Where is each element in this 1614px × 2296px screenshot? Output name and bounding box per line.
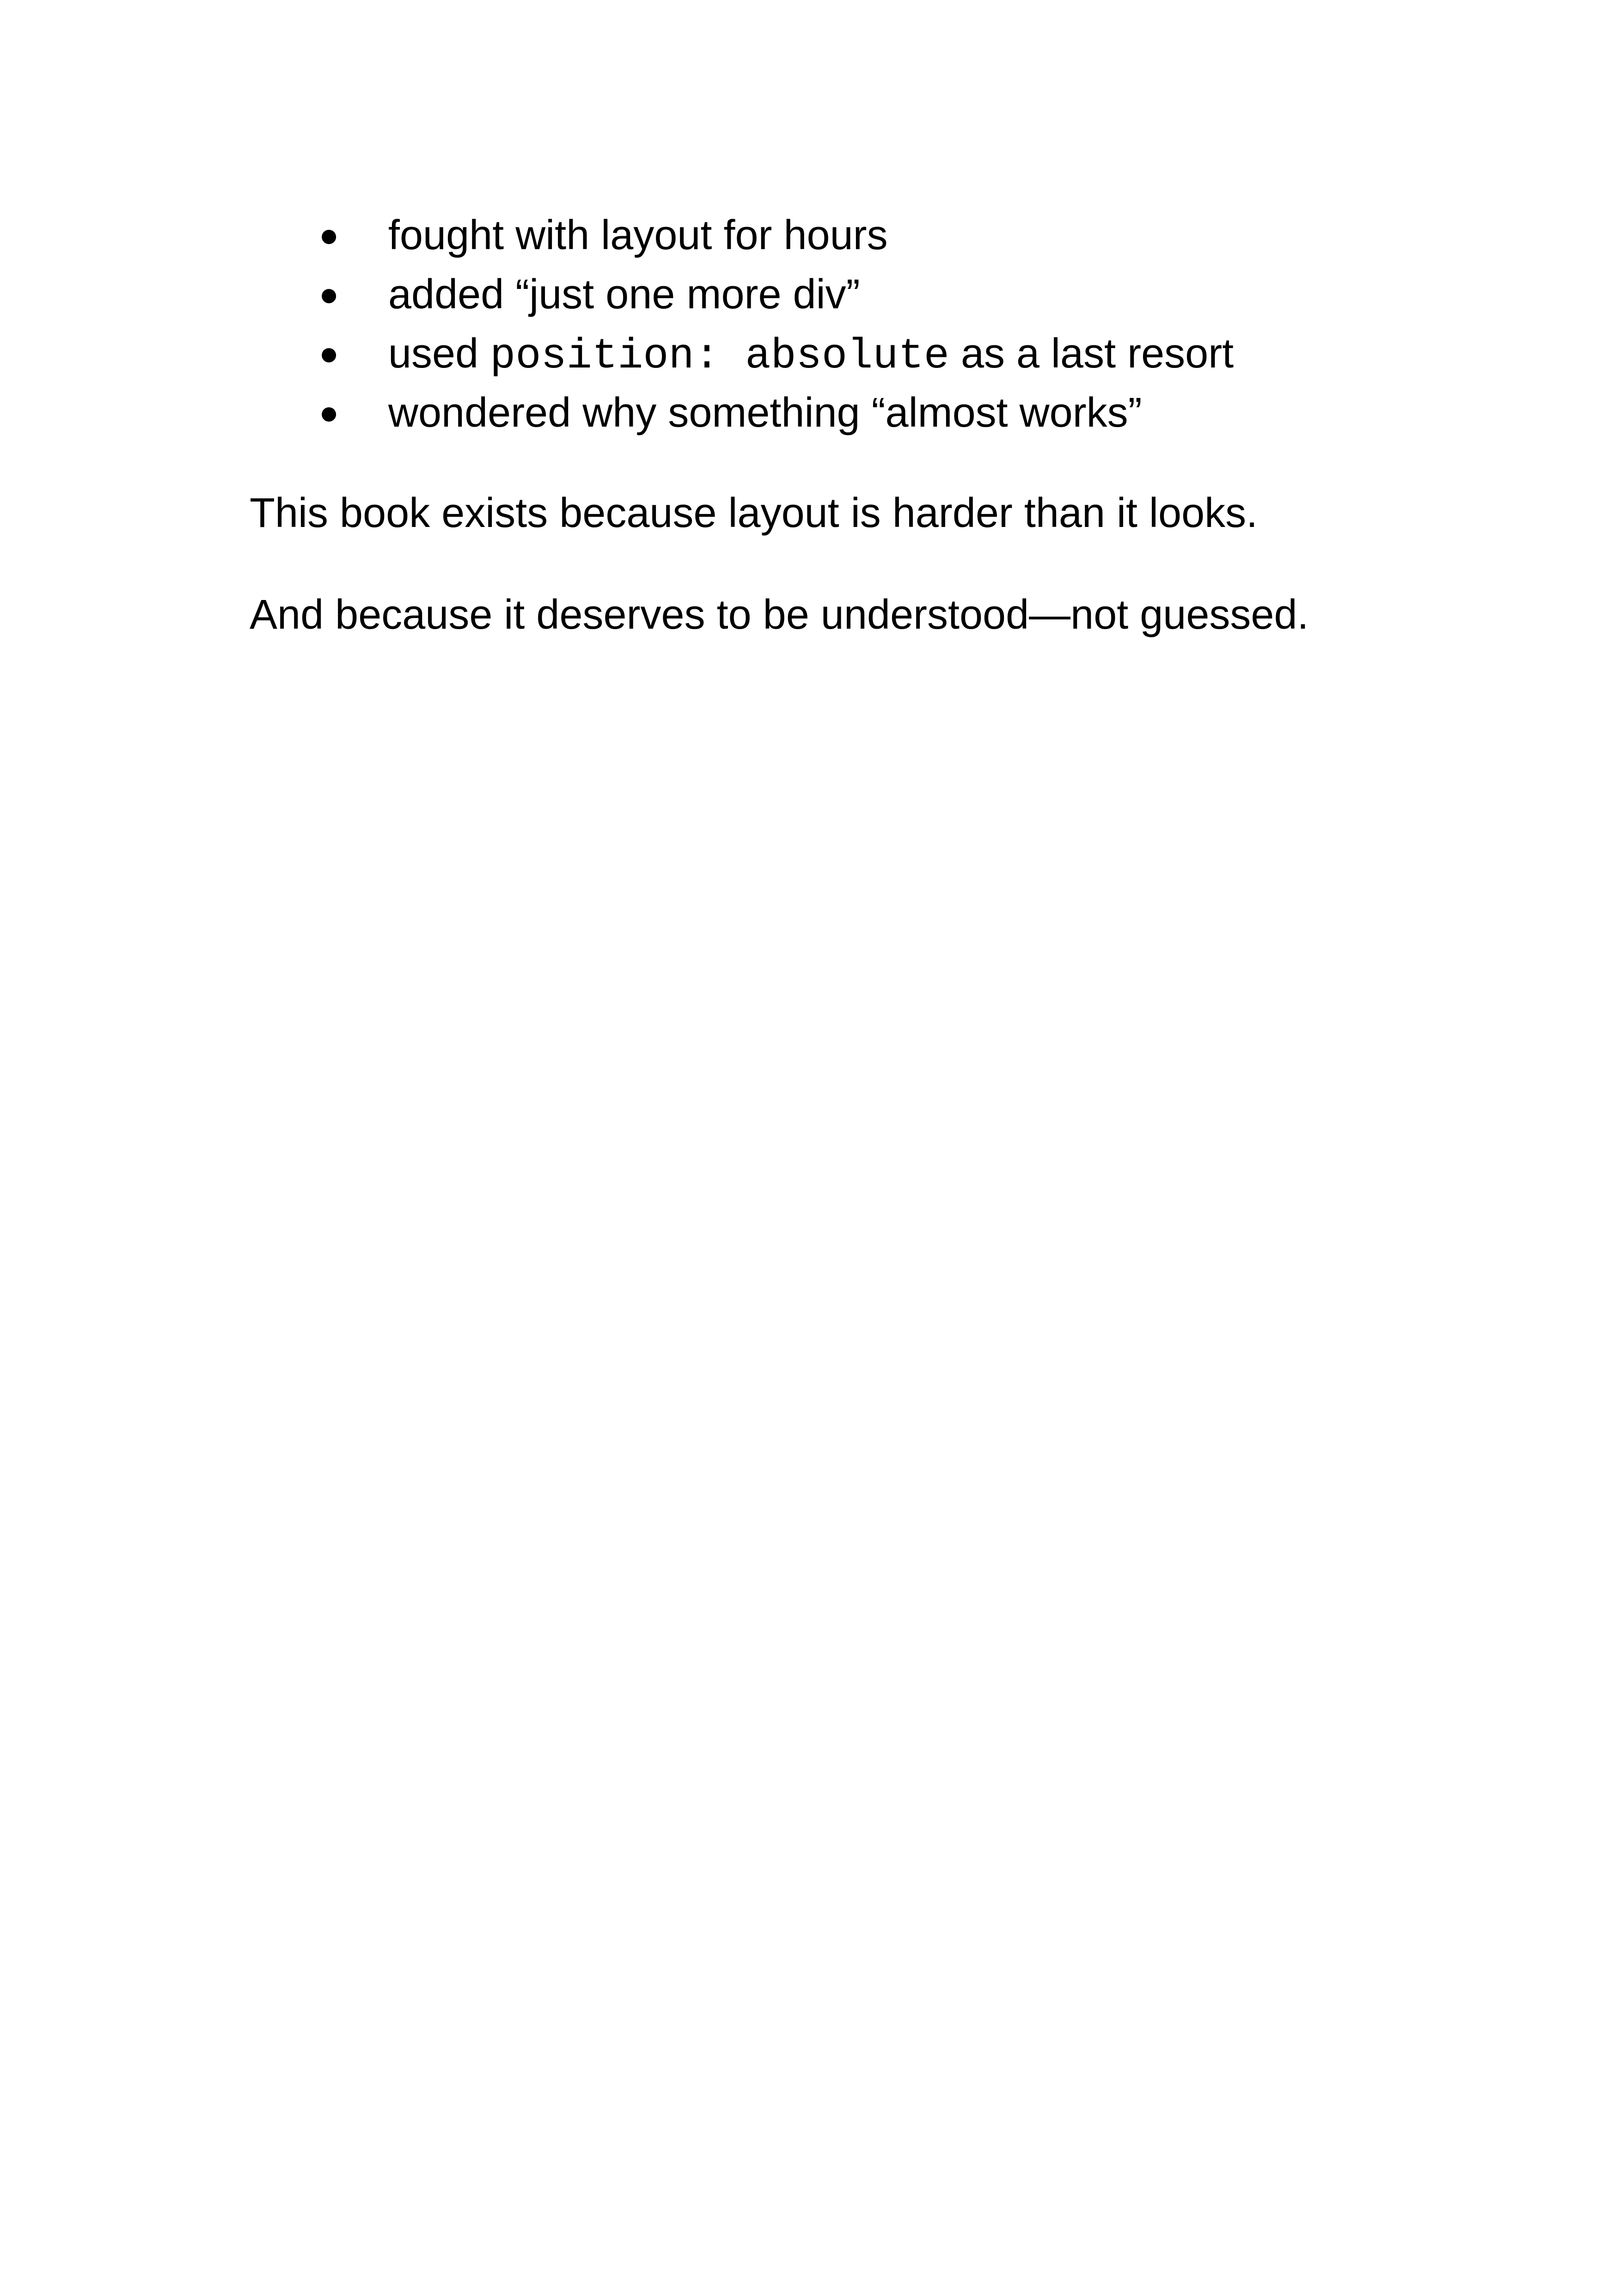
list-item-text: fought with layout for hours <box>388 212 888 258</box>
bullet-icon: ● <box>319 394 339 431</box>
list-item-text: wondered why something “almost works” <box>388 390 1142 436</box>
bullet-icon: ● <box>319 276 339 313</box>
paragraph: And because it deserves to be understood—not guessed. <box>250 592 1309 638</box>
bullet-icon: ● <box>319 217 339 254</box>
paragraph: This book exists because layout is harder than it looks. <box>250 490 1258 536</box>
list-item-text-prefix: used <box>388 331 490 377</box>
list-item-text <box>388 324 1234 386</box>
bullet-icon: ● <box>319 335 339 372</box>
inline-code: position: absolute <box>490 332 949 380</box>
list-item-text-suffix: as a last resort <box>949 331 1234 377</box>
list-item-text: added “just one more div” <box>388 271 860 318</box>
